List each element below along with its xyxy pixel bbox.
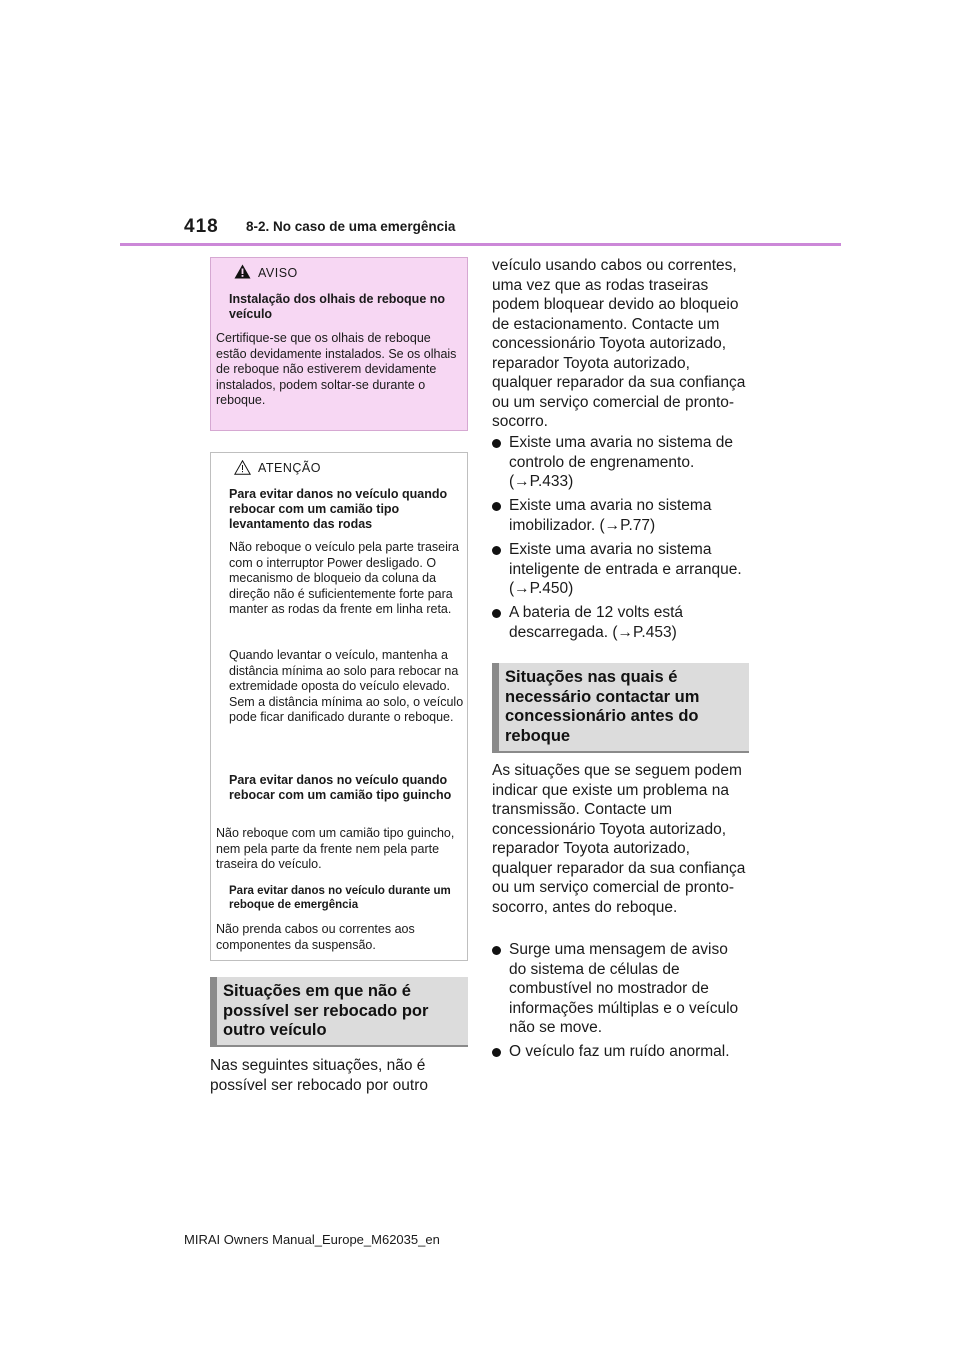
warning-triangle-outline-icon <box>234 460 251 480</box>
atencao-title-1: Para evitar danos no veículo quando rebocar com um camião tipo levantamento das rodas <box>229 487 448 531</box>
bullet-icon <box>492 439 501 448</box>
section1-intro-start: Nas seguintes situações, não é possível ser rebocado por outro <box>210 1057 428 1094</box>
atencao-text-1a: Não reboque o veículo pela parte traseira com o interruptor Power desligado. O mecanismo de bloqueio da coluna da direção não é suficientemente forte para manter as rodas da frente em linha reta. <box>229 540 460 616</box>
aviso-text: Certifique-se que os olhais de reboque estão devidamente instalados. Se os olhais de reboque não estiverem devidamente instalados, podem soltar-se durante o reboque. <box>216 331 457 407</box>
aviso-header <box>211 258 467 286</box>
footer-text: MIRAI Owners Manual_Europe_M62035_en <box>184 1232 440 1247</box>
bullet-icon <box>492 502 501 511</box>
section1-intro-continued: veículo usando cabos ou correntes, uma vez que as rodas traseiras podem bloquear devido ao bloqueio de estacionamento. Contacte um concessionário Toyota autorizado, reparador Toyota autorizado, qualquer reparador da sua confiança ou um serviço comercial de pronto-socorro. <box>492 257 746 430</box>
section-heading-text: Situações nas quais é necessário contactar um concessionário antes do reboque <box>505 668 700 745</box>
atencao-text-1b: Quando levantar o veículo, mantenha a distância mínima ao solo para rebocar na extremidade oposta do veículo elevado. Sem a distância mínima ao solo, o veículo pode ficar danificado durante o reboque. <box>229 648 464 724</box>
bullet-icon <box>492 946 501 955</box>
section2-intro: As situações que se seguem podem indicar que existe um problema na transmissão. Contacte um concessionário Toyota autorizado, reparador Toyota autorizado, qualquer reparador da sua confiança ou um serviço comercial de pronto-socorro, antes do reboque. <box>492 762 746 916</box>
bullet-icon <box>492 609 501 618</box>
atencao-text-2: Não reboque com um camião tipo guincho, nem pela parte da frente nem pela parte traseira do veículo. <box>216 826 455 871</box>
atencao-text-3: Não prenda cabos ou correntes aos componentes da suspensão. <box>216 922 415 952</box>
section-heading-not-towable <box>210 977 468 1047</box>
aviso-title: Instalação dos olhais de reboque no veículo <box>229 292 446 321</box>
section-heading-contact-dealer <box>492 663 749 753</box>
section-heading-text: Situações em que não é possível ser rebocado por outro veículo <box>223 982 429 1039</box>
atencao-box <box>210 452 468 961</box>
header-rule <box>120 243 841 246</box>
aviso-box <box>210 257 468 431</box>
atencao-title-2: Para evitar danos no veículo quando rebocar com um camião tipo guincho <box>229 773 452 802</box>
atencao-title-3: Para evitar danos no veículo durante um reboque de emergência <box>229 885 451 911</box>
atencao-label: ATENÇÃO <box>258 461 321 475</box>
aviso-label: AVISO <box>258 266 298 280</box>
page-number: 418 <box>184 216 219 237</box>
section-title: 8-2. No caso de uma emergência <box>246 219 456 234</box>
bullet-icon <box>492 1048 501 1057</box>
bullet-icon <box>492 546 501 555</box>
warning-triangle-filled-icon <box>234 264 251 284</box>
